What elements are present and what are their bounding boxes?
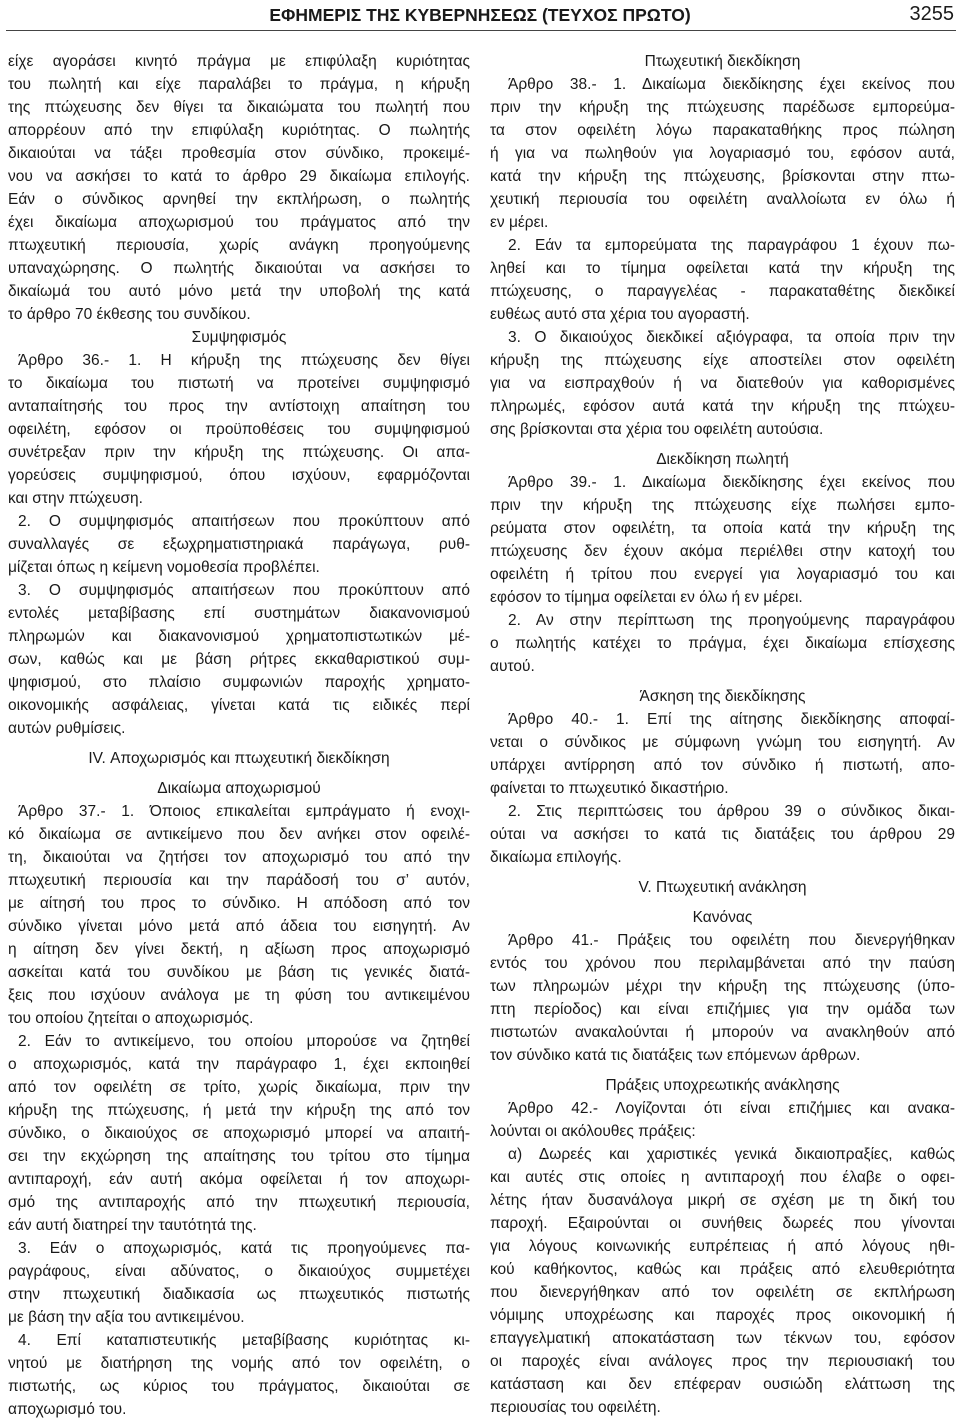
page-number: 3255 xyxy=(909,3,954,25)
text-line: δικαίωμά του αυτό μόνο μετά την υποβολή της κατά xyxy=(8,283,470,300)
text-line: ξεις που ισχύουν ανάλογα με τη φύση του αντικειμένου xyxy=(8,987,470,1004)
text-line: κήρυξη της πτώχευσης είχε αποστείλει στον οφειλέτη xyxy=(490,352,955,369)
text-line: ραγράφους, είναι αδύνατος, ο δικαιούχος συμμετέχει xyxy=(8,1263,470,1280)
paragraph xyxy=(490,1143,955,1419)
text-line: ανταπαίτησής του προς την αντίστοιχη απαίτηση του xyxy=(8,398,470,415)
right-column xyxy=(490,50,955,1419)
text-line: και στην πτώχευση. xyxy=(8,490,143,507)
text-line: με αίτησή του προς το σύνδικο. Η απόδοση από τον xyxy=(8,895,470,912)
text-line: περιουσίας του οφειλέτη. xyxy=(490,1399,661,1416)
text-line: του οποίου ζητείται ο αποχωρισμός. xyxy=(8,1010,254,1027)
text-line: σύνδικο γίνεται μόνο μετά από άδεια του εισηγητή. Αν xyxy=(8,918,470,935)
text-line: το δικαίωμα του πιστωτή να προτείνει συμψηφισμό xyxy=(8,375,470,392)
text-line: κατάσταση και δεν επέφεραν ουσιώδη ελάττωση της xyxy=(490,1376,955,1393)
section-heading: Πράξεις υποχρεωτικής ανάκλησης xyxy=(605,1077,840,1094)
paragraph xyxy=(8,1030,470,1237)
text-line: οι παροχές είναι ανάλογες προς την περιουσιακή του xyxy=(490,1353,955,1370)
text-line: πτώχευσης δεν έχουν ακόμα περιέλθει στην κατοχή του xyxy=(490,543,955,560)
text-line: αντιπαροχή, εάν αυτή ακόμα οφείλεται ή τον αποχωρι- xyxy=(8,1171,470,1188)
text-line: με βάση την αξία του αντικειμένου. xyxy=(8,1309,245,1326)
text-line: σης βρίσκονται στα χέρια του οφειλέτη αυτούσια. xyxy=(490,421,824,438)
text-line: οφειλέτη ή τρίτου που ενεργεί για λογαριασμό του και xyxy=(490,566,955,583)
paragraph xyxy=(8,1329,470,1421)
text-line: πιστωτών ανακαλούνται ή μπορούν να ανακληθούν από xyxy=(490,1024,955,1041)
paragraph xyxy=(8,800,470,1030)
paragraph xyxy=(490,800,955,869)
text-line: 2. Εάν τα εμπορεύματα της παραγράφου 1 έχουν πω- xyxy=(508,237,955,254)
text-line: 4. Επί καταπιστευτικής μεταβίβασης κυριότητας κι- xyxy=(18,1332,470,1349)
text-line: οφειλέτη, εφόσον οι προϋποθέσεις του συμψηφισμού xyxy=(8,421,470,438)
text-line: Άρθρο 37.- 1. Όποιος επικαλείται εμπράγματο ή ενοχι- xyxy=(18,803,470,820)
text-line: πτη περίοδος) και είναι επιζήμιες για την ομάδα των xyxy=(490,1001,955,1018)
text-line: ασκείται κατά του συνδίκου με βάση τις γενικές διατά- xyxy=(8,964,470,981)
paragraph xyxy=(8,1237,470,1329)
text-line: συνέτρεξαν πριν την κήρυξη της πτώχευσης. Οι απα- xyxy=(8,444,470,461)
text-line: 2. Εάν το αντικείμενο, του οποίου μπορούσε να ζητηθεί xyxy=(18,1033,470,1050)
text-line: κατά την κήρυξη της πτώχευσης, βρίσκονται στην πτω- xyxy=(490,168,955,185)
text-line: δικαίωμα επιλογής. xyxy=(490,849,622,866)
paragraph xyxy=(8,349,470,510)
text-line: νεται ο σύνδικος με σύμφωνη γνώμη του εισηγητή. Αν xyxy=(490,734,955,751)
text-line: πτωχευτική περιουσία, χωρίς ανάγκη προηγούμενης xyxy=(8,237,470,254)
text-line: Άρθρο 41.- Πράξεις του οφειλέτη που διενεργήθηκαν xyxy=(508,932,955,949)
text-line: μίζεται όπως η κείμενη νομοθεσία προβλέπει. xyxy=(8,559,320,576)
text-line: η αίτηση δεν γίνει δεκτή, η αξίωση προς αποχωρισμό xyxy=(8,941,470,958)
text-line: 3. Ο συμψηφισμός απαιτήσεων που προκύπτουν από xyxy=(18,582,470,599)
text-line: ούται να ασκήσει το κατά τις διατάξεις του άρθρου 29 xyxy=(490,826,955,843)
text-line: τον σύνδικο κατά τις διατάξεις των επόμενων άρθρων. xyxy=(490,1047,861,1064)
text-line: εν μέρει. xyxy=(490,214,549,231)
text-line: δικαιούται να τάξει προθεσμία στον σύνδικο, προκειμέ- xyxy=(8,145,470,162)
text-line: κήρυξη της πτώχευσης, ή μετά την κήρυξη της από τον xyxy=(8,1102,470,1119)
text-line: σύνδικο, ο δικαιούχος σε αποχωρισμό μπορεί να απαιτή- xyxy=(8,1125,470,1142)
text-line: στην πτωχευτική διαδικασία ως πτωχευτικός πιστωτής xyxy=(8,1286,470,1303)
paragraph xyxy=(490,326,955,441)
text-line: πληρωμές, εφόσον αυτά κατά την κήρυξη της πτώχευ- xyxy=(490,398,955,415)
section-heading: V. Πτωχευτική ανάκληση xyxy=(638,879,807,896)
text-line: α) Δωρεές και χαριστικές γενικά δικαιοπραξίες, καθώς xyxy=(508,1146,955,1163)
text-line: υπαναχώρησης. Ο πωλητής δικαιούται να ασκήσει το xyxy=(8,260,470,277)
text-line: τα στον οφειλέτη λόγω παρακαταθήκης προς πώληση xyxy=(490,122,955,139)
text-line: τη, δικαιούται να ζητήσει τον αποχωρισμό του από την xyxy=(8,849,470,866)
section-heading: Κανόνας xyxy=(692,909,753,926)
text-line: ο πωλητής κατέχει το πράγμα, έχει δικαίωμα επίσχεσης xyxy=(490,635,955,652)
header-rule xyxy=(6,30,956,31)
section-heading: IV. Αποχωρισμός και πτωχευτική διεκδίκηση xyxy=(88,750,390,767)
section-heading: Δικαίωμα αποχωρισμού xyxy=(157,780,321,797)
paragraph xyxy=(8,50,470,326)
text-line: ευθέως αυτό στα χέρια του αγοραστή. xyxy=(490,306,750,323)
text-line: ψηφισμού, στο πλαίσιο συμφωνιών παροχής χρηματο- xyxy=(8,674,470,691)
text-line: πριν την κήρυξη της πτώχευσης παρέδωσε εμπορεύμα- xyxy=(490,99,955,116)
text-line: έχει δικαίωμα αποχωρισμού του πράγματος από την xyxy=(8,214,470,231)
paragraph xyxy=(490,929,955,1067)
text-line: για να εισπραχθούν ή να διατεθούν για καθορισμένες xyxy=(490,375,955,392)
paragraph xyxy=(490,471,955,609)
text-line: του πωλητή και είχε παραλάβει το πράγμα, η κήρυξη xyxy=(8,76,470,93)
text-line: χευτική περιουσία του οφειλέτη αναλλοίωτα εν όλω ή xyxy=(490,191,955,208)
paragraph xyxy=(490,1097,955,1143)
text-line: είχε αγοράσει κινητό πράγμα με επιφύλαξη κυριότητας xyxy=(8,53,470,70)
text-line: και αυτές στις οποίες η αντιπαροχή που έλαβε ο οφει- xyxy=(490,1169,955,1186)
text-line: το άρθρο 70 έκθεσης του συνδίκου. xyxy=(8,306,251,323)
paragraph xyxy=(8,579,470,740)
text-line: Άρθρο 42.- Λογίζονται ότι είναι επιζήμιες και ανακα- xyxy=(508,1100,955,1117)
text-line: παροχή. Εξαιρούνται οι συνήθεις δωρεές που γίνονται xyxy=(490,1215,955,1232)
section-heading: Διεκδίκηση πωλητή xyxy=(656,451,789,468)
text-line: υπάρχει αντίρρηση από τον σύνδικο ή πιστωτή, απο- xyxy=(490,757,955,774)
paragraph xyxy=(490,234,955,326)
text-line: Άρθρο 36.- 1. Η κήρυξη της πτώχευσης δεν θίγει xyxy=(18,352,470,369)
text-line: από τον οφειλέτη σε τρίτο, χωρίς δικαίωμα, πριν την xyxy=(8,1079,470,1096)
text-line: Άρθρο 40.- 1. Επί της αίτησης διεκδίκησης αποφαί- xyxy=(508,711,955,728)
paragraph xyxy=(490,708,955,800)
text-line: 3. Ο δικαιούχος διεκδικεί αξιόγραφα, τα οποία πριν την xyxy=(508,329,955,346)
text-line: κό δικαίωμα σε αντικείμενο που δεν ανήκει στον οφειλέ- xyxy=(8,826,470,843)
text-line: πιστωτής, ως κύριος του πράγματος, δικαιούται σε xyxy=(8,1378,470,1395)
text-line: ο αποχωρισμός, κατά την παράγραφο 1, έχει εκποιηθεί xyxy=(8,1056,470,1073)
text-line: λούνται οι ακόλουθες πράξεις: xyxy=(490,1123,696,1140)
text-line: αυτών ρυθμίσεις. xyxy=(8,720,126,737)
text-line: πτωχευτική περιουσία και την παράδοσή του σ’ αυτόν, xyxy=(8,872,470,889)
text-line: εάν αυτή διατηρεί την ταυτότητά της. xyxy=(8,1217,257,1234)
text-line: σων, καθώς και με βάση ρήτρες εκκαθαριστικού συμ- xyxy=(8,651,470,668)
paragraph xyxy=(8,510,470,579)
text-line: ή για να πωληθούν για λογαριασμό του, εφόσον αυτά, xyxy=(490,145,955,162)
text-line: εφόσον το τίμημα οφείλεται εν όλω ή εν μέρει. xyxy=(490,589,803,606)
text-line: πτώχευσης, ο παραγγελέας - παρακαταθέτης διεκδικεί xyxy=(490,283,955,300)
text-line: 2. Ο συμψηφισμός απαιτήσεων που προκύπτουν από xyxy=(18,513,470,530)
text-line: οικονομικής ασφάλειας, γίνεται κατά τις ειδικές περί xyxy=(8,697,470,714)
paragraph xyxy=(490,609,955,678)
text-line: των πληρωμών μέχρι την κήρυξη της πτώχευσης (ύπο- xyxy=(490,978,955,995)
text-line: νητού με διατήρηση της νομής από τον οφειλέτη, ο xyxy=(8,1355,470,1372)
text-line: πληρωμών και διακανονισμού χρηματοπιστωτικών μέ- xyxy=(8,628,470,645)
text-line: επαγγελματική αποκατάσταση των τέκνων του, εφόσον xyxy=(490,1330,955,1347)
text-line: συναλλαγές σε εξωχρηματιστηριακά παράγωγα, ρυθ- xyxy=(8,536,470,553)
text-line: πριν την κήρυξη της πτώχευσης είχε πωλήσει εμπο- xyxy=(490,497,955,514)
text-line: της πτώχευσης δεν θίγει τα δικαιώματα του πωλητή που xyxy=(8,99,470,116)
left-column xyxy=(8,50,470,1421)
text-line: αποχωρισμό του. xyxy=(8,1401,127,1418)
text-line: σει την εκχώρηση της απαίτησης του τρίτου στο τίμημα xyxy=(8,1148,470,1165)
text-line: νου να ασκήσει το κατά το άρθρο 29 δικαίωμα επιλογής. xyxy=(8,168,470,185)
text-line: απορρέουν από την επιφύλαξη κυριότητας. Ο πωλητής xyxy=(8,122,470,139)
section-heading: Πτωχευτική διεκδίκηση xyxy=(644,53,801,70)
text-line: 2. Αν στην περίπτωση της προηγούμενης παραγράφου xyxy=(508,612,955,629)
text-line: 2. Στις περιπτώσεις του άρθρου 39 ο σύνδικος δικαι- xyxy=(508,803,955,820)
section-heading: Άσκηση της διεκδίκησης xyxy=(639,688,806,705)
text-line: σμό της αντιπαροχής από την πτωχευτική περιουσία, xyxy=(8,1194,470,1211)
text-line: ληθεί και το τίμημα οφείλεται κατά την κήρυξη της xyxy=(490,260,955,277)
text-line: κού καθήκοντος, καθώς και πράξεις από ελευθεριότητα xyxy=(490,1261,955,1278)
text-line: Άρθρο 39.- 1. Δικαίωμα διεκδίκησης έχει εκείνος που xyxy=(508,474,955,491)
text-line: γορεύσεις συμψηφισμού, όπου ισχύουν, εφαρμόζονται xyxy=(8,467,470,484)
text-line: εντός του χρόνου που περιλαμβάνεται από την παύση xyxy=(490,955,955,972)
paragraph xyxy=(490,73,955,234)
text-line: νόμιμης υποχρέωσης και παροχές προς οικονομική ή xyxy=(490,1307,955,1324)
section-heading: Συμψηφισμός xyxy=(191,329,287,346)
text-line: φαίνεται το πτωχευτικό δικαστήριο. xyxy=(490,780,729,797)
text-line: Άρθρο 38.- 1. Δικαίωμα διεκδίκησης έχει εκείνος που xyxy=(508,76,955,93)
text-line: ρεύματα στον οφειλέτη, τα οποία κατά την κήρυξη της xyxy=(490,520,955,537)
text-line: εντολές μεταβίβασης επί συστημάτων διακανονισμού xyxy=(8,605,470,622)
header-title: ΕΦΗΜΕΡΙΣ ΤΗΣ ΚΥΒΕΡΝΗΣΕΩΣ (ΤΕΥΧΟΣ ΠΡΩΤΟ) xyxy=(269,5,691,25)
text-line: 3. Εάν ο αποχωρισμός, κατά τις προηγούμενες πα- xyxy=(18,1240,470,1257)
text-line: Εάν ο σύνδικος αρνηθεί την εκπλήρωση, ο πωλητής xyxy=(8,191,470,208)
text-line: που διενεργήθηκαν από τον οφειλέτη σε εκπλήρωση xyxy=(490,1284,955,1301)
text-line: αυτού. xyxy=(490,658,535,675)
text-line: για λόγους κοινωνικής ευπρέπειας ή από λόγους ηθι- xyxy=(490,1238,955,1255)
text-line: λέτης ήταν δυσανάλογα μικρή σε σχέση με τη δική του xyxy=(490,1192,955,1209)
